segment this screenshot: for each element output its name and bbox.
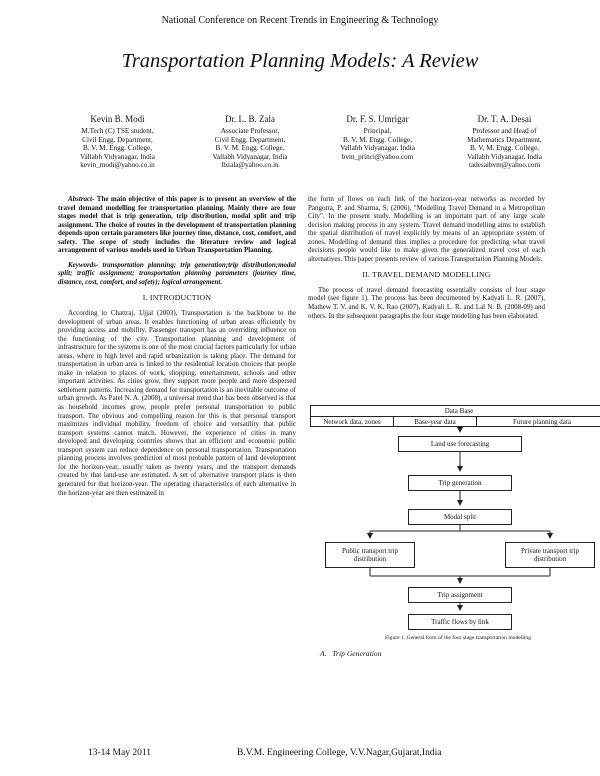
footer-venue: B.V.M. Engineering College, V.V.Nagar,Gujarat,India <box>237 748 442 758</box>
author-line: Associate Professor, <box>220 127 280 135</box>
continued-text: the form of flows on each link of the horizon-year networks as recorded by Pangotra, P. and Sharma, S. (2006), "Modelling Travel Demand in a Metropolitan City". In the present study, Modelling is an important part of any large scale decision making process in any system. Travel demand modelling aims to establish the spatial distribution of travel explicitly by means of an appropriate system of zones. Modelling of demand thus implies a procedure for predicting what travel decisions people would like to make given the generalized travel cost of each alternatives. This paper presents review of various Transportation Planning Models. <box>308 195 545 263</box>
database-cell-future: Future planning data <box>476 416 600 427</box>
author-line: Vallabh Vidyanagar, India <box>212 152 288 161</box>
keywords-label: Keywords- <box>68 260 99 269</box>
author-line: Mathematics Department, <box>467 135 542 144</box>
subsection-title: Trip Generation <box>332 649 382 658</box>
section2-text: The process of travel demand forecasting essentially consists of four stage model (see figure 1). The process has been documented by Kadyali L. R. (2007), Mathew T. V. and K. V. K. Rao (2007), Kadyali L. R. and Lal N. B. (2008-09) and others. In the subsequent paragraphs the four stage modelling has been elaborated. <box>308 285 545 320</box>
subsection-heading <box>320 649 381 658</box>
author-line: B. V. M. Engg. College, <box>342 135 413 144</box>
database-title: Data Base <box>310 405 600 416</box>
left-column <box>58 195 296 497</box>
author-email[interactable]: bvm_princi@yahoo.com <box>341 152 414 161</box>
author-email[interactable]: lbzala@yahoo.co.in <box>221 161 279 170</box>
public-transport-box: Public transport trip distribution <box>325 542 415 568</box>
paper-title: Transportation Planning Models: A Review <box>121 50 479 72</box>
section-heading-travel-demand: II. TRAVEL DEMAND MODELLING <box>362 270 491 280</box>
author-4 <box>442 113 567 170</box>
author-line: Professor and Head of <box>472 127 537 135</box>
subsection-label: A. <box>320 649 327 658</box>
author-line: B. V. M. Engg. College, <box>469 144 540 153</box>
figure-1 <box>308 405 600 755</box>
abstract <box>58 195 296 255</box>
abstract-label: Abstract- <box>68 195 95 203</box>
right-column <box>308 195 545 320</box>
introduction-text: According to Chattraj, Ujjal (2003), Transportation is the backbone to the development of urban areas. It enables functioning of urban areas efficiently by providing access and mobility. Passenger transport has an overriding influence on the functioning of the city. Transportation planning and development of infrastructure for the systems is one of the most crucial factors particularly for urban areas, where in high level and rapid urbanization is taking place. The demand for transportation in urban area is linked to the residential location choices that people make in relation to places of work, shopping, entertainment, schools and other important activities. As cities grow, they support more people and more dispersed settlement patterns. Increasing demand for transportation is an inevitable outcome of urban growth. As Patel N. A. (2008), a universal trend that has been observed is that as household incomes grow, people prefer personal transportation to public transport. The obvious and compelling reason for this is that personal transport maximizes individual mobility, freedom of choice and versatility that public transport systems cannot match. However, the experience of cities in many developed and developing countries shows that an efficient and economic public transport system can reduce dependence on personal transportation. Transportation planning process involves prediction of most probable pattern of land development for the horizon-year, usually taken as twenty years, and the transport demands created by that land-use are estimated. A set of alternative transport plans is then generated for that horizon-year. The operating characteristics of each alternative in the horizon-year are then estimated in <box>58 309 296 497</box>
private-transport-box: Private transport trip distribution <box>505 542 595 568</box>
flowchart-connectors <box>308 405 600 755</box>
author-1 <box>55 113 180 170</box>
author-name: Dr. T. A. Desai <box>477 114 532 124</box>
modal-split-box: Modal split <box>408 509 512 525</box>
keywords-text: transportation planning; trip generation;trip distribution;modal split; traffic assignment; transportation planning parameters (journey time, distance, cost, comfort, and safety); logical arrangement. <box>58 260 296 286</box>
keywords <box>58 261 296 287</box>
author-3 <box>315 113 440 161</box>
author-name: Kevin B. Modi <box>90 114 145 124</box>
database-cell-network: Network data, zones <box>310 416 394 427</box>
author-line: M.Tech (C) TSE student, <box>81 127 154 135</box>
author-line: Vallabh Vidyanagar, India <box>340 144 415 153</box>
author-line: Civil Engg. Department, <box>214 135 286 144</box>
author-2 <box>190 113 310 170</box>
author-line: Vallabh Vidyanagar, India <box>80 152 155 161</box>
author-line: Vallabh Vidyanagar, India <box>467 152 542 161</box>
section-heading-introduction: I. INTRODUCTION <box>142 293 212 303</box>
database-cell-base-year: Base-year data <box>393 416 477 427</box>
trip-generation-box: Trip generation <box>408 475 512 491</box>
author-line: B. V. M. Engg. College, <box>215 144 285 153</box>
footer-date: 13-14 May 2011 <box>88 748 151 758</box>
author-email[interactable]: tadesaibvm@yahoo.com <box>468 161 541 170</box>
author-name: Dr. L. B. Zala <box>225 114 275 124</box>
author-line: Principal, <box>363 127 392 135</box>
author-line: Civil Engg. Department, <box>82 135 153 144</box>
traffic-flows-box: Traffic flows by link <box>408 614 512 630</box>
author-email[interactable]: kevin_modi@yahoo.co.in <box>80 161 155 170</box>
author-line: B. V. M. Engg. College, <box>82 144 153 153</box>
figure-caption: Figure 1. General form of the four stage transportation modelling <box>384 635 532 641</box>
land-use-forecasting-box: Land use forecasting <box>398 436 522 452</box>
conference-name: National Conference on Recent Trends in Engineering & Technology <box>161 15 439 26</box>
author-name: Dr. F. S. Umrigar <box>346 114 409 124</box>
abstract-text: The main objective of this paper is to present an overview of the travel demand modelling for transportation planning. Mainly there are four stages model that is trip generation, trip distribution, modal split and trip assignment. The choice of routes in the development of transportation planning depends upon certain parameters like journey time, distance, cost, comfort, and safety. The scope of study includes the literature review and logical arrangement of various models used in Urban Transportation Planning. <box>58 195 296 255</box>
trip-assignment-box: Trip assignment <box>408 587 512 603</box>
